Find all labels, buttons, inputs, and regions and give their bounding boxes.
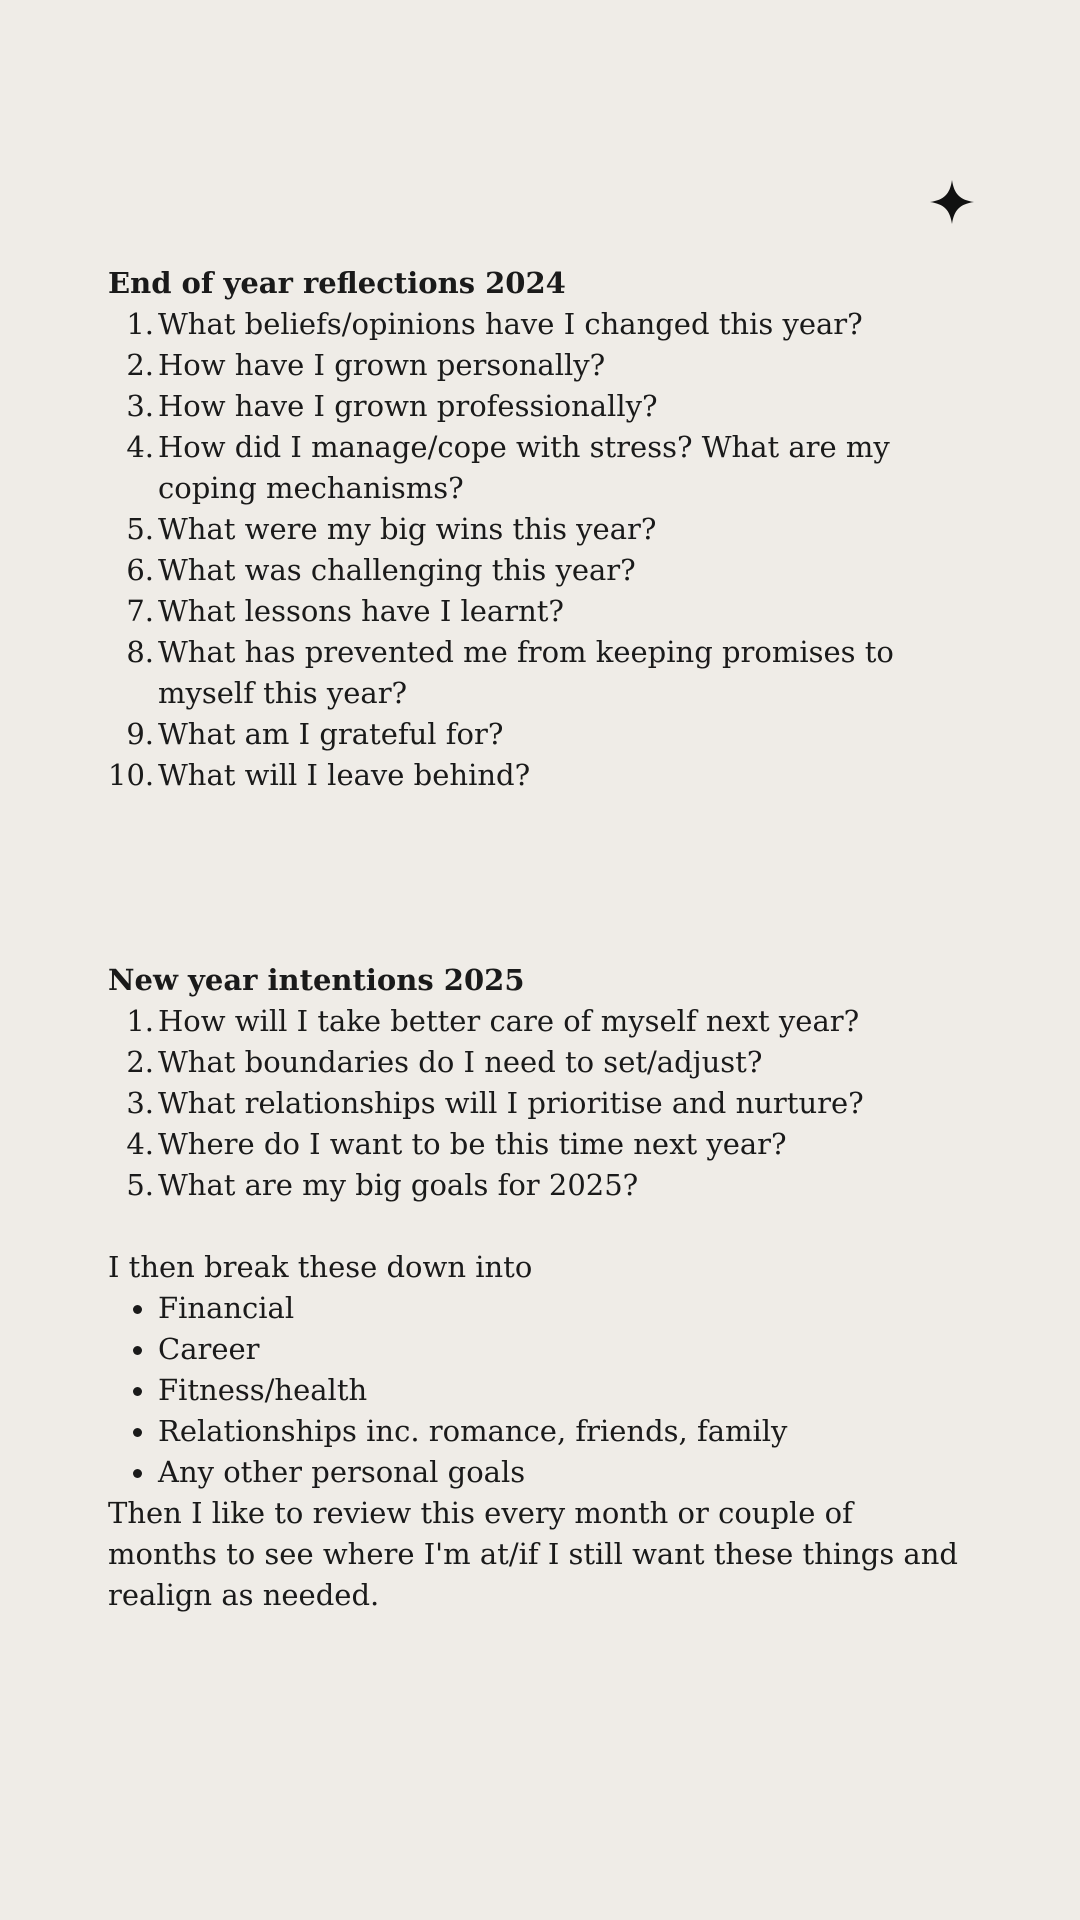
list-item: [108, 345, 968, 386]
list-number: 10.: [108, 758, 155, 792]
list-item: [108, 550, 968, 591]
list-item: [108, 1001, 968, 1042]
list-item: [108, 591, 968, 632]
list-item: [108, 386, 968, 427]
list-item-text: How have I grown professionally?: [158, 389, 658, 423]
list-item-text: How did I manage/cope with stress? What are my coping mechanisms?: [158, 430, 890, 505]
bullet-icon: [133, 1387, 142, 1396]
list-item: [108, 632, 968, 714]
reflections-list: [108, 304, 968, 796]
list-item-text: What relationships will I prioritise and nurture?: [158, 1086, 864, 1120]
bullet-item-text: Any other personal goals: [158, 1455, 526, 1489]
list-number: 3.: [126, 1086, 154, 1120]
list-number: 5.: [126, 1168, 154, 1202]
list-item-text: What boundaries do I need to set/adjust?: [158, 1045, 763, 1079]
list-item: [108, 1083, 968, 1124]
list-number: 4.: [126, 430, 154, 464]
list-number: 4.: [126, 1127, 154, 1161]
list-item: [108, 1042, 968, 1083]
bullet-item-text: Financial: [158, 1291, 295, 1325]
bullet-item: [108, 1411, 968, 1452]
list-item-text: What was challenging this year?: [158, 553, 636, 587]
note-content: [108, 263, 968, 1616]
list-item: [108, 1124, 968, 1165]
list-item: [108, 304, 968, 345]
list-item-text: Where do I want to be this time next year?: [158, 1127, 787, 1161]
section-spacer: [108, 796, 968, 960]
list-number: 8.: [126, 635, 154, 669]
list-item-text: What beliefs/opinions have I changed this year?: [158, 307, 863, 341]
bullet-item: [108, 1452, 968, 1493]
list-number: 6.: [126, 553, 154, 587]
list-item-text: How have I grown personally?: [158, 348, 606, 382]
breakdown-list: [108, 1288, 968, 1493]
bullet-item: [108, 1329, 968, 1370]
bullet-icon: [133, 1305, 142, 1314]
bullet-item: [108, 1288, 968, 1329]
list-item-text: What were my big wins this year?: [158, 512, 657, 546]
list-number: 3.: [126, 389, 154, 423]
list-item: [108, 427, 968, 509]
breakdown-intro: I then break these down into: [108, 1250, 533, 1284]
intentions-list: [108, 1001, 968, 1206]
section-spacer: [108, 1206, 968, 1247]
bullet-item: [108, 1370, 968, 1411]
intentions-heading: New year intentions 2025: [108, 963, 525, 997]
list-item-text: What are my big goals for 2025?: [158, 1168, 639, 1202]
bullet-icon: [133, 1469, 142, 1478]
list-number: 1.: [126, 1004, 154, 1038]
list-item: [108, 509, 968, 550]
list-number: 5.: [126, 512, 154, 546]
bullet-item-text: Fitness/health: [158, 1373, 368, 1407]
reflections-heading: End of year reflections 2024: [108, 266, 566, 300]
bullet-icon: [133, 1428, 142, 1437]
list-item-text: What lessons have I learnt?: [158, 594, 564, 628]
list-item-text: What has prevented me from keeping promises to myself this year?: [158, 635, 894, 710]
bullet-icon: [133, 1346, 142, 1355]
list-item-text: What will I leave behind?: [158, 758, 531, 792]
list-number: 1.: [126, 307, 154, 341]
list-item-text: What am I grateful for?: [158, 717, 504, 751]
bullet-item-text: Relationships inc. romance, friends, family: [158, 1414, 788, 1448]
sparkle-icon: [930, 180, 974, 224]
bullet-item-text: Career: [158, 1332, 260, 1366]
list-number: 2.: [126, 1045, 154, 1079]
list-item: [108, 714, 968, 755]
list-item: [108, 1165, 968, 1206]
list-item: [108, 755, 968, 796]
list-number: 7.: [126, 594, 154, 628]
list-item-text: How will I take better care of myself next year?: [158, 1004, 860, 1038]
list-number: 2.: [126, 348, 154, 382]
list-number: 9.: [126, 717, 154, 751]
closing-paragraph: Then I like to review this every month or couple of months to see where I'm at/if I still want these things and realign as needed.: [108, 1496, 958, 1612]
